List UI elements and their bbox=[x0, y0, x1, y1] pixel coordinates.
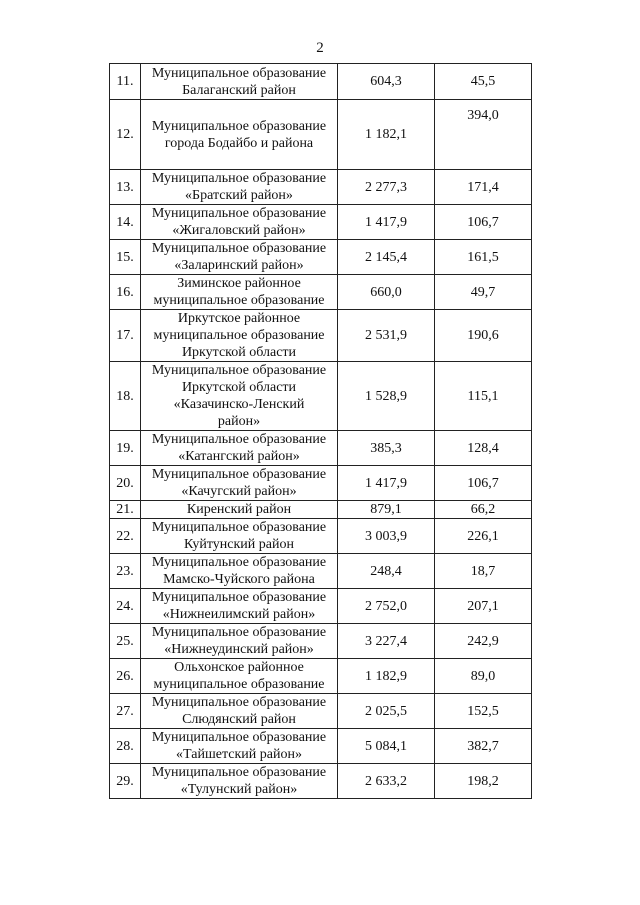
value-1-cell: 2 633,2 bbox=[338, 764, 435, 799]
value-1-cell: 2 752,0 bbox=[338, 589, 435, 624]
value-2-cell: 45,5 bbox=[435, 64, 532, 100]
value-1-cell: 660,0 bbox=[338, 275, 435, 310]
value-1-cell: 2 025,5 bbox=[338, 694, 435, 729]
value-2-cell: 242,9 bbox=[435, 624, 532, 659]
table-row bbox=[110, 694, 532, 729]
table-row bbox=[110, 624, 532, 659]
row-number-cell: 26. bbox=[110, 659, 141, 694]
value-2-cell: 18,7 bbox=[435, 554, 532, 589]
value-2-cell: 382,7 bbox=[435, 729, 532, 764]
row-number-cell: 24. bbox=[110, 589, 141, 624]
value-1-cell: 2 277,3 bbox=[338, 170, 435, 205]
page-number: 2 bbox=[316, 40, 324, 56]
table-row bbox=[110, 362, 532, 431]
value-2-cell: 106,7 bbox=[435, 466, 532, 501]
row-number-cell: 22. bbox=[110, 519, 141, 554]
row-number-cell: 14. bbox=[110, 205, 141, 240]
value-2-cell: 49,7 bbox=[435, 275, 532, 310]
row-number-cell: 13. bbox=[110, 170, 141, 205]
value-1-cell: 248,4 bbox=[338, 554, 435, 589]
row-number-cell: 15. bbox=[110, 240, 141, 275]
value-1-cell: 1 182,1 bbox=[338, 100, 435, 170]
table-row bbox=[110, 589, 532, 624]
value-2-cell: 128,4 bbox=[435, 431, 532, 466]
table-row bbox=[110, 764, 532, 799]
row-number-cell: 21. bbox=[110, 501, 141, 519]
row-number-cell: 18. bbox=[110, 362, 141, 431]
row-number-cell: 20. bbox=[110, 466, 141, 501]
value-1-cell: 3 003,9 bbox=[338, 519, 435, 554]
value-2-cell: 394,0 bbox=[435, 100, 532, 170]
table-row bbox=[110, 205, 532, 240]
municipality-name-cell: Муниципальное образование «Жигаловский район» bbox=[141, 205, 338, 240]
row-number-cell: 28. bbox=[110, 729, 141, 764]
row-number-cell: 16. bbox=[110, 275, 141, 310]
value-2-cell: 106,7 bbox=[435, 205, 532, 240]
row-number-cell: 25. bbox=[110, 624, 141, 659]
value-2-cell: 66,2 bbox=[435, 501, 532, 519]
municipality-name-cell: Киренский район bbox=[141, 501, 338, 519]
value-1-cell: 385,3 bbox=[338, 431, 435, 466]
table-row bbox=[110, 64, 532, 100]
municipality-name-cell: Муниципальное образование «Качугский район» bbox=[141, 466, 338, 501]
value-2-cell: 161,5 bbox=[435, 240, 532, 275]
municipality-name-cell: Муниципальное образование «Катангский район» bbox=[141, 431, 338, 466]
value-2-cell: 115,1 bbox=[435, 362, 532, 431]
value-1-cell: 1 417,9 bbox=[338, 205, 435, 240]
value-2-cell: 190,6 bbox=[435, 310, 532, 362]
value-1-cell: 3 227,4 bbox=[338, 624, 435, 659]
row-number-cell: 29. bbox=[110, 764, 141, 799]
value-1-cell: 1 417,9 bbox=[338, 466, 435, 501]
municipality-name-cell: Ольхонское районное муниципальное образование bbox=[141, 659, 338, 694]
municipality-name-cell: Иркутское районное муниципальное образование Иркутской области bbox=[141, 310, 338, 362]
row-number-cell: 27. bbox=[110, 694, 141, 729]
table-row bbox=[110, 240, 532, 275]
table-row bbox=[110, 659, 532, 694]
row-number-cell: 12. bbox=[110, 100, 141, 170]
municipality-name-cell: Муниципальное образование Иркутской области «Казачинско-Ленский район» bbox=[141, 362, 338, 431]
municipality-name-cell: Муниципальное образование «Нижнеудинский район» bbox=[141, 624, 338, 659]
table-row bbox=[110, 554, 532, 589]
value-2-cell: 207,1 bbox=[435, 589, 532, 624]
value-1-cell: 1 182,9 bbox=[338, 659, 435, 694]
table-row bbox=[110, 170, 532, 205]
value-1-cell: 879,1 bbox=[338, 501, 435, 519]
value-1-cell: 5 084,1 bbox=[338, 729, 435, 764]
municipality-name-cell: Зиминское районное муниципальное образование bbox=[141, 275, 338, 310]
row-number-cell: 11. bbox=[110, 64, 141, 100]
value-2-cell: 171,4 bbox=[435, 170, 532, 205]
municipality-name-cell: Муниципальное образование Мамско-Чуйского района bbox=[141, 554, 338, 589]
municipality-name-cell: Муниципальное образование города Бодайбо и района bbox=[141, 100, 338, 170]
municipality-name-cell: Муниципальное образование «Тайшетский район» bbox=[141, 729, 338, 764]
table-row bbox=[110, 466, 532, 501]
municipality-name-cell: Муниципальное образование «Братский район» bbox=[141, 170, 338, 205]
row-number-cell: 23. bbox=[110, 554, 141, 589]
value-2-cell: 226,1 bbox=[435, 519, 532, 554]
municipality-name-cell: Муниципальное образование Куйтунский район bbox=[141, 519, 338, 554]
value-2-cell: 89,0 bbox=[435, 659, 532, 694]
value-1-cell: 2 531,9 bbox=[338, 310, 435, 362]
table-row bbox=[110, 431, 532, 466]
municipality-name-cell: Муниципальное образование Балаганский район bbox=[141, 64, 338, 100]
table-row bbox=[110, 310, 532, 362]
row-number-cell: 17. bbox=[110, 310, 141, 362]
table-row bbox=[110, 519, 532, 554]
value-2-cell: 198,2 bbox=[435, 764, 532, 799]
municipality-name-cell: Муниципальное образование «Нижнеилимский район» bbox=[141, 589, 338, 624]
municipality-name-cell: Муниципальное образование «Тулунский район» bbox=[141, 764, 338, 799]
municipalities-table bbox=[109, 63, 532, 799]
value-1-cell: 2 145,4 bbox=[338, 240, 435, 275]
municipality-name-cell: Муниципальное образование Слюдянский район bbox=[141, 694, 338, 729]
value-2-cell: 152,5 bbox=[435, 694, 532, 729]
municipality-name-cell: Муниципальное образование «Заларинский район» bbox=[141, 240, 338, 275]
value-1-cell: 1 528,9 bbox=[338, 362, 435, 431]
table-row bbox=[110, 729, 532, 764]
table-row bbox=[110, 100, 532, 170]
row-number-cell: 19. bbox=[110, 431, 141, 466]
value-1-cell: 604,3 bbox=[338, 64, 435, 100]
table-row bbox=[110, 501, 532, 519]
table-row bbox=[110, 275, 532, 310]
table-body bbox=[110, 64, 532, 799]
